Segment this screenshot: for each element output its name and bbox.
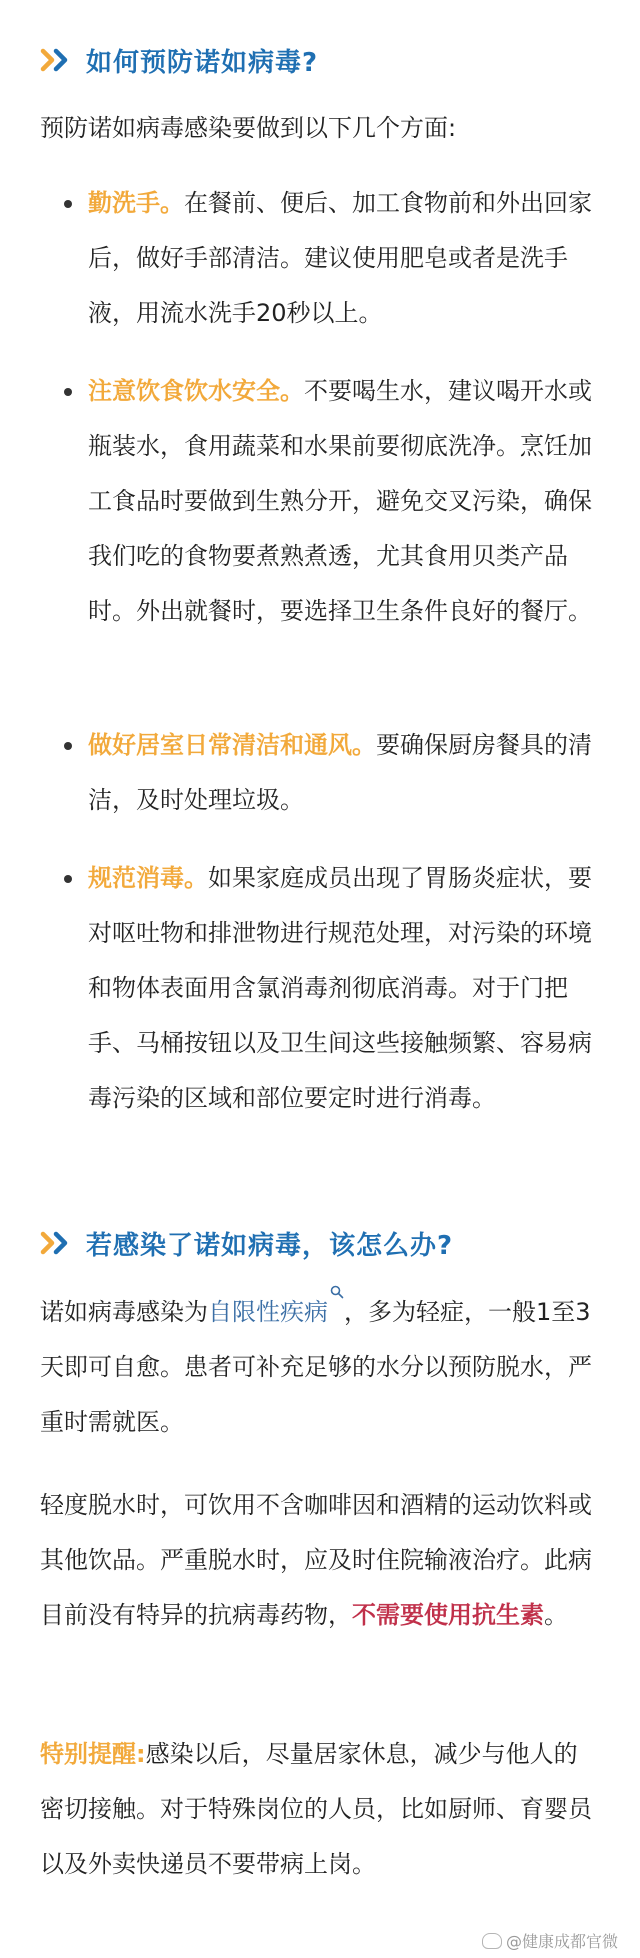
- list-item: [88, 718, 603, 828]
- section-heading-treatment: [40, 1223, 453, 1263]
- item-text: 如果家庭成员出现了胃肠炎症状，要对呕吐物和排泄物进行规范处理，对污染的环境和物体表面用含氯消毒剂彻底消毒。对于门把手、马桶按钮以及卫生间这些接触频繁、容易病毒污染的区域和部位要定时进行消毒。: [88, 864, 592, 1112]
- section-title: 若感染了诺如病毒，该怎么办?: [86, 1230, 454, 1261]
- double-chevron-icon: [40, 48, 74, 72]
- list-item: [88, 364, 603, 639]
- section-heading-prevention: [40, 40, 318, 80]
- dehydration-paragraph: [40, 1478, 600, 1643]
- list-item: [88, 176, 603, 341]
- item-text: 要确保厨房餐具的清洁，及时处理垃圾。: [88, 731, 592, 814]
- item-title: 注意饮食饮水安全。: [88, 377, 304, 405]
- bullet-dot: [64, 200, 72, 208]
- text-span: 。: [544, 1601, 568, 1629]
- section-title: 如何预防诺如病毒?: [86, 47, 319, 78]
- reminder-label: 特别提醒:: [40, 1740, 146, 1768]
- item-text: 不要喝生水，建议喝开水或瓶装水，食用蔬菜和水果前要彻底洗净。烹饪加工食品时要做到生熟分开，避免交叉污染，确保我们吃的食物要煮熟煮透，尤其食用贝类产品时。外出就餐时，要选择卫生条件良好的餐厅。: [88, 377, 592, 625]
- text-span: 感染以后，尽量居家休息，减少与他人的密切接触。对于特殊岗位的人员，比如厨师、育婴员以及外卖快递员不要带病上岗。: [40, 1740, 592, 1878]
- item-title: 勤洗手。: [88, 189, 184, 217]
- list-item: [88, 851, 603, 1126]
- search-icon[interactable]: [330, 1285, 344, 1299]
- item-text: 在餐前、便后、加工食物前和外出回家后，做好手部清洁。建议使用肥皂或者是洗手液，用流水洗手20秒以上。: [88, 189, 592, 327]
- item-title: 规范消毒。: [88, 864, 208, 892]
- item-title: 做好居室日常清洁和通风。: [88, 731, 376, 759]
- text-span: 诺如病毒感染为: [40, 1298, 208, 1326]
- no-antibiotics-warning: 不需要使用抗生素: [352, 1601, 544, 1629]
- self-limiting-paragraph: [40, 1285, 600, 1450]
- weibo-icon: [482, 1933, 502, 1949]
- bullet-dot: [64, 742, 72, 750]
- watermark-text: @健康成都官微: [505, 1932, 618, 1951]
- intro-paragraph: 预防诺如病毒感染要做到以下几个方面:: [40, 114, 457, 142]
- bullet-dot: [64, 875, 72, 883]
- self-limiting-disease-link[interactable]: 自限性疾病: [208, 1298, 328, 1326]
- text-span: ，多为轻症，一般1至3天即可自愈。患者可补充足够的水分以预防脱水，严重时需就医。: [40, 1298, 592, 1436]
- watermark: [482, 1929, 618, 1952]
- bullet-dot: [64, 388, 72, 396]
- special-reminder-paragraph: [40, 1727, 600, 1892]
- text-span: 轻度脱水时，可饮用不含咖啡因和酒精的运动饮料或其他饮品。严重脱水时，应及时住院输液治疗。此病目前没有特异的抗病毒药物，: [40, 1491, 592, 1629]
- double-chevron-icon: [40, 1231, 74, 1255]
